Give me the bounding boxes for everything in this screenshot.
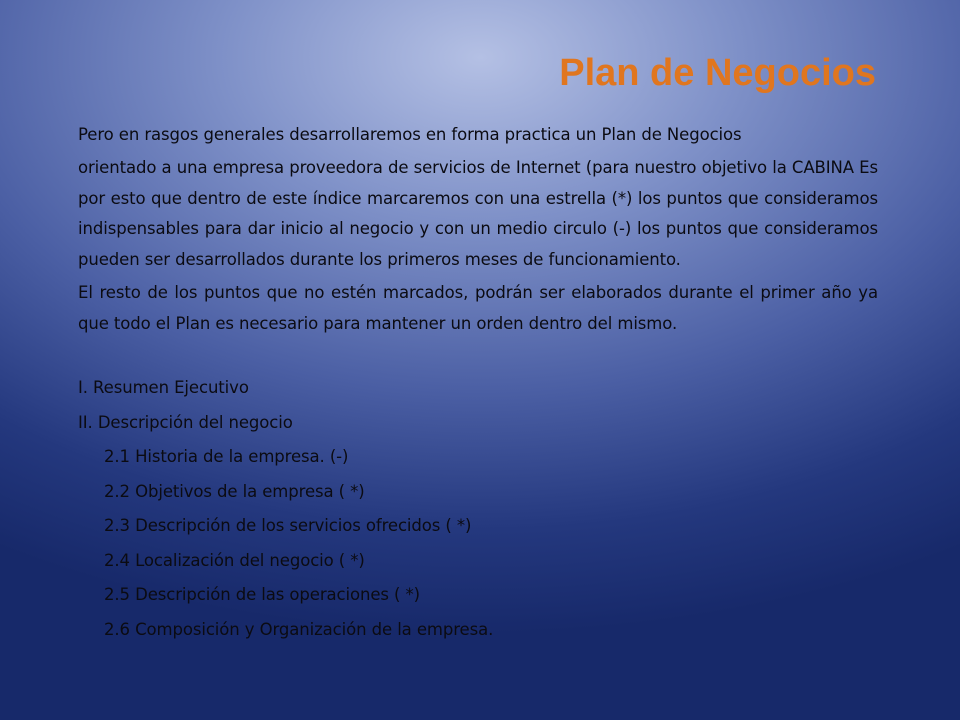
slide-body: [78, 120, 878, 647]
outline-item-composicion: 2.6 Composición y Organización de la empresa.: [104, 619, 494, 639]
paragraph-unmarked-points: El resto de los puntos que no estén marcados, podrán ser elaborados durante el primer año ya que todo el Plan es necesario para mantener un orden dentro del mismo.: [78, 283, 878, 333]
outline-item-historia: 2.1 Historia de la empresa. (-): [104, 447, 349, 466]
paragraph-index-explanation: orientado a una empresa proveedora de servicios de Internet (para nuestro objetivo la CABINA Es por esto que dentro de este índice marcaremos con una estrella (*) los puntos que consideramos indispensables para dar inicio al negocio y con un medio circulo (-) los puntos que consideramos pueden ser desarrollados durante los primeros meses de funcionamiento.: [78, 158, 878, 269]
outline-item-resumen-ejecutivo: I. Resumen Ejecutivo: [78, 378, 249, 397]
outline-item-objetivos: 2.2 Objetivos de la empresa ( *): [104, 481, 365, 501]
outline-item-localizacion: 2.4 Localización del negocio ( *): [104, 550, 365, 570]
outline-item-descripcion-negocio: II. Descripción del negocio: [78, 412, 293, 432]
outline-list: [78, 371, 878, 647]
outline-item-servicios: 2.3 Descripción de los servicios ofrecidos ( *): [104, 516, 472, 535]
intro-line: Pero en rasgos generales desarrollaremos en forma practica un Plan de Negocios: [78, 125, 742, 144]
outline-item-operaciones: 2.5 Descripción de las operaciones ( *): [104, 585, 420, 604]
slide-title: Plan de Negocios: [559, 52, 876, 94]
spacer: [78, 339, 878, 371]
